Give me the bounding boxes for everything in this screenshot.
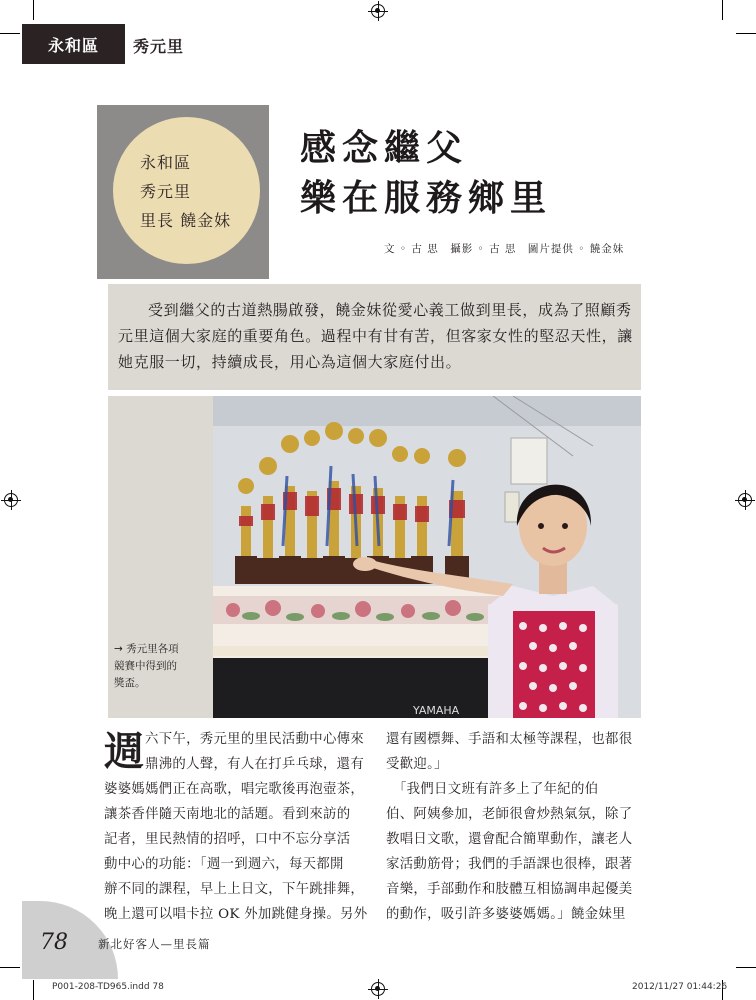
caption-line: → 秀元里各項 bbox=[114, 643, 179, 655]
page-number: 78 bbox=[40, 930, 68, 955]
headline-line-1: 感念繼父 bbox=[300, 127, 469, 169]
drop-cap: 週 bbox=[104, 728, 144, 775]
crop-mark bbox=[736, 967, 756, 968]
intro-line: 里長 饒金妹 bbox=[140, 211, 232, 230]
lead-paragraph: 受到繼父的古道熱腸啟發，饒金妹從愛心義工做到里長，成為了照顧秀元里這個大家庭的重要角色。過程中有甘有苦，但客家女性的堅忍天性，讓她克服一切，持續成長，用心為這個大家庭付出。 bbox=[118, 301, 633, 371]
running-footer: 新北好客人—里長篇 bbox=[98, 937, 211, 951]
body-line: 的動作，吸引許多婆婆媽媽。」饒金妹里 bbox=[386, 907, 626, 922]
crop-mark bbox=[33, 0, 34, 20]
intro-line: 秀元里 bbox=[140, 182, 192, 201]
body-line: 教唱日文歌，還會配合簡單動作，讓老人 bbox=[386, 832, 633, 847]
crop-mark bbox=[33, 980, 34, 1000]
body-line: 音樂，手部動作和肢體互相協調串起優美 bbox=[386, 882, 633, 897]
caption-line: 競賽中得到的 bbox=[114, 660, 177, 672]
crop-mark bbox=[722, 0, 723, 20]
intro-line: 永和區 bbox=[140, 153, 192, 172]
body-line: 受歡迎。」 bbox=[386, 757, 448, 772]
village-label: 秀元里 bbox=[133, 37, 185, 56]
crop-mark bbox=[0, 967, 20, 968]
print-timestamp: 2012/11/27 01:44:26 bbox=[632, 982, 728, 992]
body-line: 「我們日文班有許多上了年紀的伯 bbox=[386, 782, 599, 797]
body-line: 讓茶香伴隨天南地北的話題。看到來訪的 bbox=[104, 807, 351, 822]
registration-mark-icon bbox=[4, 493, 18, 507]
caption-line: 獎盃。 bbox=[114, 677, 146, 689]
svg-text:YAMAHA: YAMAHA bbox=[413, 704, 460, 717]
body-line: 六下午，秀元里的里民活動中心傳來 bbox=[145, 732, 365, 747]
trophy-photo bbox=[213, 396, 641, 718]
headline-line-2: 樂在服務鄉里 bbox=[300, 177, 553, 219]
body-line: 還有國標舞、手語和太極等課程，也都很 bbox=[386, 732, 633, 747]
registration-mark-icon bbox=[738, 493, 752, 507]
body-line: 家活動筋骨；我們的手語課也很棒，跟著 bbox=[386, 857, 633, 872]
registration-mark-icon bbox=[371, 4, 385, 18]
photo-caption bbox=[114, 641, 206, 692]
body-line: 伯、阿姨參加，老師很會炒熱氣氛，除了 bbox=[386, 807, 633, 822]
body-line: 鼎沸的人聲，有人在打乒乓球，還有 bbox=[145, 757, 365, 772]
body-line: 婆婆媽媽們正在高歌，唱完歌後再泡壺茶， bbox=[104, 782, 365, 797]
crop-mark bbox=[736, 33, 756, 34]
body-line: 記者，里民熱情的招呼，口中不忘分享活 bbox=[104, 832, 351, 847]
district-tab: 永和區 bbox=[22, 24, 125, 64]
body-line: 辦不同的課程，早上上日文，下午跳排舞， bbox=[104, 882, 365, 897]
registration-mark-icon bbox=[371, 982, 385, 996]
byline: 文 ◦ 古 思 攝影 ◦ 古 思 圖片提供 ◦ 饒金妹 bbox=[384, 243, 625, 255]
body-line: 晚上還可以唱卡拉 OK 外加跳健身操。另外 bbox=[104, 907, 368, 922]
crop-mark bbox=[0, 33, 20, 34]
body-line: 動中心的功能：「週一到週六，每天都開 bbox=[104, 857, 344, 872]
print-slug: P001-208-TD965.indd 78 bbox=[52, 982, 164, 992]
